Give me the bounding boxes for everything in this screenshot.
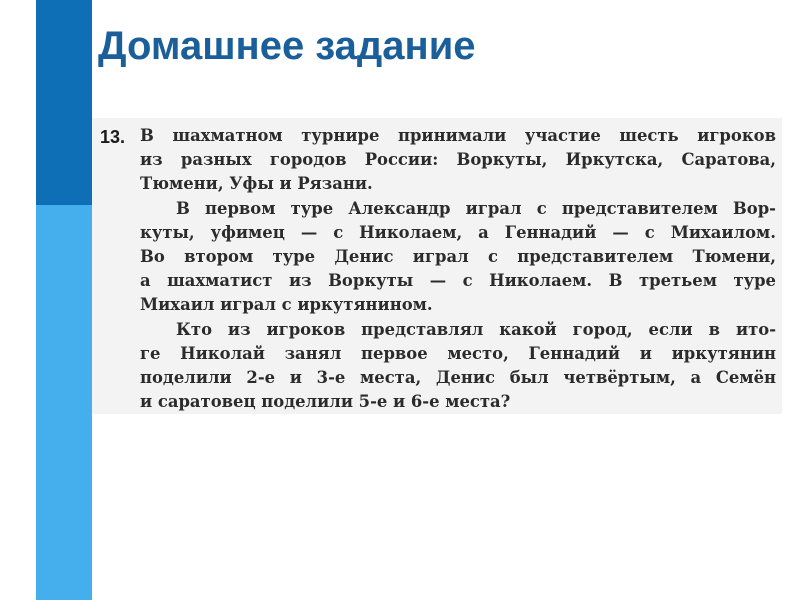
problem-line: и саратовец поделили 5-е и 6-е места? — [140, 392, 511, 412]
problem-text — [140, 124, 776, 414]
problem-line: Михаил играл с иркутянином. — [140, 295, 433, 315]
problem-line: В первом туре Александр играл с представителем Вор- — [176, 198, 776, 218]
problem-line: поделили 2-е и 3-е места, Денис был четвёртым, а Семён — [140, 368, 776, 388]
problem-line: а шахматист из Воркуты — с Николаем. В третьем туре — [140, 271, 776, 291]
slide-title: Домашнее задание — [98, 24, 476, 68]
problem-line: Кто из игроков представлял какой город, если в ито- — [176, 319, 776, 339]
accent-bar-top — [36, 0, 92, 205]
problem-line: В шахматном турнире принимали участие шесть игроков — [140, 126, 776, 145]
problem-number: 13. — [100, 127, 126, 147]
accent-bar-bottom — [36, 205, 92, 600]
problem-line: куты, уфимец — с Николаем, а Геннадий — с Михаилом. — [140, 222, 776, 242]
problem-line: ге Николай занял первое место, Геннадий и иркутянин — [140, 343, 776, 363]
problem-line: Во втором туре Денис играл с представителем Тюмени, — [140, 247, 776, 267]
problem-line: Тюмени, Уфы и Рязани. — [140, 174, 373, 194]
problem-line: из разных городов России: Воркуты, Иркутска, Саратова, — [140, 150, 776, 170]
